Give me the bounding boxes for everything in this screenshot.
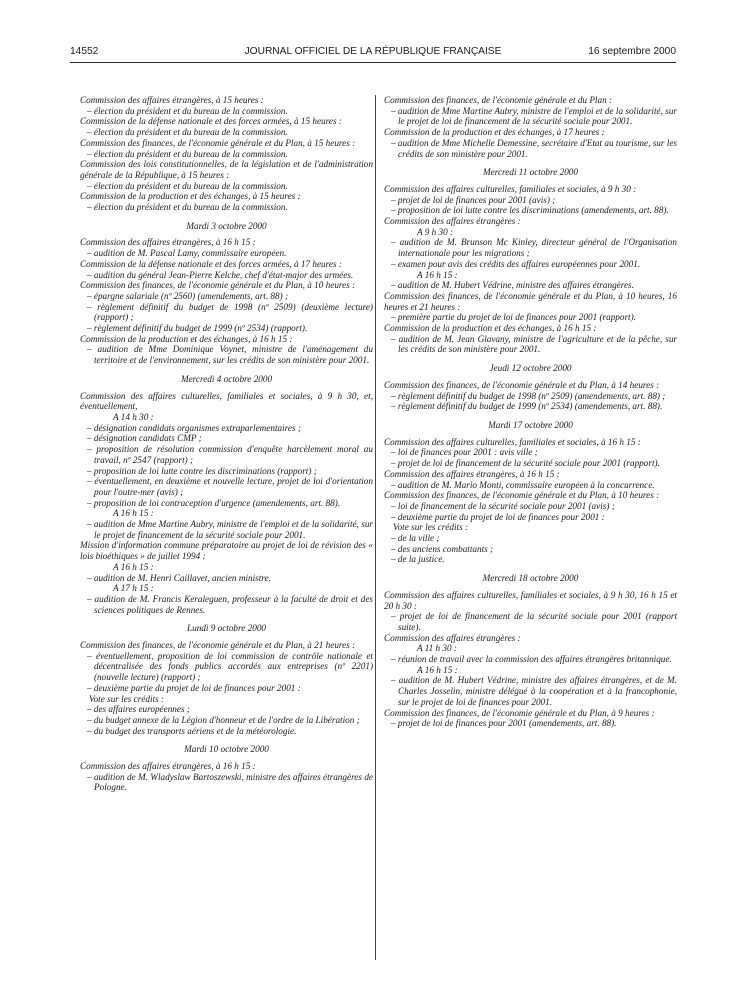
time-slot: A 11 h 30 : [417, 643, 457, 654]
page-header [70, 46, 676, 60]
committee-line: Commission des affaires étrangères, à 15 heures : [80, 95, 264, 105]
committee-line: Commission de la défense nationale et des forces armées, à 15 heures : [80, 116, 342, 127]
committee-line: Commission des affaires étrangères : [384, 216, 521, 227]
vote-label: Vote sur les crédits : [89, 693, 165, 704]
agenda-item: – élection du président et du bureau de la commission. [87, 202, 288, 213]
agenda-item: – audition de M. Brunson Mc Kinley, directeur général de l'Organisation internationale pour les migrations ; [391, 237, 677, 259]
agenda-item: – règlement définitif du budget de 1999 (nº 2534) (rapport). [87, 323, 308, 334]
right-column [384, 95, 677, 729]
agenda-item: – audition de Mme Dominique Voynet, ministre de l'aménagement du territoire et de l'environnement, sur les crédits de son ministère pour 2001. [87, 344, 373, 366]
committee-line: Commission des finances, de l'économie générale et du Plan, à 14 heures : [384, 379, 660, 390]
committee-line: Commission des affaires culturelles, familiales et sociales, à 9 h 30, et, éventuellement, [80, 390, 373, 412]
agenda-item: – réunion de travail avec la commission des affaires étrangères britannique. [391, 654, 672, 665]
date-heading: Lundi 9 octobre 2000 [186, 623, 267, 634]
agenda-item: – audition de M. Mario Monti, commissaire européen à la concurrence. [391, 479, 655, 490]
agenda-item: – audition de M. Hubert Védrine, ministre des affaires étrangères. [391, 280, 634, 291]
date-heading: Jeudi 12 octobre 2000 [489, 363, 572, 374]
page-number: 14552 [70, 46, 99, 57]
time-slot: A 9 h 30 : [417, 226, 454, 237]
committee-line: Commission de la défense nationale et des forces armées, à 17 heures : [80, 258, 342, 269]
agenda-item: – audition de M. Jean Glavany, ministre de l'agriculture et de la pêche, sur les crédits de son ministère pour 2001. [391, 333, 677, 355]
agenda-item: – du budget des transports aériens et de la météorologie. [87, 725, 297, 736]
committee-line: Commission des lois constitutionnelles, de la législation et de l'administration générale de la République, à 15 heures : [80, 159, 373, 180]
agenda-item: – audition de M. Henri Caillavet, ancien ministre. [87, 572, 271, 583]
agenda-item: – audition de Mme Martine Aubry, ministre de l'emploi et de la solidarité, sur le projet de financement de la sécurité sociale pour 2001. [87, 519, 373, 540]
agenda-item: – proposition de loi lutte contre les discriminations (rapport) ; [87, 465, 317, 476]
agenda-item: – audition de Mme Michelle Demessine, secrétaire d'Etat au tourisme, sur les crédits de son ministère pour 2001. [391, 137, 677, 159]
agenda-item: – règlement définitif du budget de 1999 (nº 2534) (amendements, art. 88). [391, 401, 663, 412]
agenda-item: – désignation candidats organismes extraparlementaires ; [87, 422, 301, 433]
agenda-item: – deuxième partie du projet de loi de finances pour 2001 : [87, 682, 301, 693]
date-heading: Mercredi 18 octobre 2000 [482, 573, 579, 584]
agenda-item: – désignation candidats CMP ; [87, 433, 202, 444]
agenda-item: – éventuellement, proposition de loi commission de contrôle nationale et décentralisée des fonds publics accordés aux entreprises (nº 2201) (nouvelle lecture) (rapport) ; [87, 650, 373, 683]
date-heading: Mercredi 11 octobre 2000 [483, 167, 578, 178]
left-column [80, 95, 373, 793]
agenda-item: – proposition de résolution commission d'enquête harcèlement moral au travail, nº 2547 (rapport) ; [87, 444, 373, 465]
committee-line: Commission des affaires culturelles, familiales et sociales, à 9 h 30, 16 h 15 et 20 h 30 : [384, 589, 677, 611]
agenda-item: – deuxième partie du projet de loi de finances pour 2001 : [391, 511, 605, 522]
agenda-item: – de la justice. [391, 554, 445, 565]
committee-line: Commission des affaires étrangères, à 16 h 15 : [384, 468, 560, 479]
agenda-item: – audition de M. Hubert Védrine, ministre des affaires étrangères, et de M. Charles Josselin, ministre délégué à la coopération et à la francophonie, sur le projet de loi de finances pour 2001. [391, 675, 677, 707]
committee-line: Commission des affaires culturelles, familiales et sociales, à 9 h 30 : [384, 183, 637, 194]
agenda-item: – élection du président et du bureau de la commission. [87, 148, 288, 159]
issue-date: 16 septembre 2000 [588, 46, 676, 57]
agenda-item: – des affaires européennes ; [87, 704, 190, 715]
agenda-item: – élection du président et du bureau de la commission. [87, 105, 288, 116]
agenda-item: – projet de loi de finances pour 2001 (avis) ; [391, 194, 556, 205]
agenda-item: – élection du président et du bureau de la commission. [87, 127, 288, 138]
agenda-item: – audition du général Jean-Pierre Kelche, chef d'état-major des armées. [87, 269, 354, 280]
committee-line: Commission de la production et des échanges, à 17 heures : [384, 127, 605, 138]
date-heading: Mardi 10 octobre 2000 [184, 744, 269, 755]
committee-line: Commission des affaires culturelles, familiales et sociales, à 16 h 15 : [384, 436, 641, 447]
time-slot: A 16 h 15 : [417, 269, 458, 280]
date-heading: Mardi 3 octobre 2000 [186, 220, 267, 231]
agenda-item: – projet de loi de financement de la sécurité sociale pour 2001 (rapport). [391, 458, 660, 469]
committee-line: Commission de la production et des échanges, à 16 h 15 : [80, 333, 293, 344]
agenda-item: – élection du président et du bureau de la commission. [87, 180, 288, 191]
time-slot: A 14 h 30 : [113, 411, 154, 422]
committee-line: Commission des finances, de l'économie générale et du Plan, à 10 heures : [80, 280, 356, 291]
committee-line: Commission de la production et des échanges, à 15 heures : [80, 191, 301, 202]
journal-title: JOURNAL OFFICIEL DE LA RÉPUBLIQUE FRANÇAISE [244, 46, 502, 57]
agenda-item: – proposition de loi contraception d'urgence (amendements, art. 88). [87, 497, 341, 508]
agenda-item: – proposition de loi lutte contre les discriminations (amendements, art. 88). [391, 205, 669, 216]
agenda-item: – règlement définitif du budget de 1998 (nº 2509) (deuxième lecture) (rapport) ; [87, 301, 373, 323]
agenda-item: – éventuellement, en deuxième et nouvelle lecture, projet de loi d'orientation pour l'outre-mer (avis) ; [87, 476, 373, 497]
agenda-item: – audition de Mme Martine Aubry, ministre de l'emploi et de la solidarité, sur le projet de loi de financement de la sécurité sociale pour 2001. [391, 105, 677, 127]
agenda-item: – examen pour avis des crédits des affaires européennes pour 2001. [391, 258, 641, 269]
agenda-item: – projet de loi de financement de la sécurité sociale pour 2001 (rapport suite). [391, 611, 677, 632]
time-slot: A 16 h 15 : [417, 664, 458, 675]
date-heading: Mercredi 4 octobre 2000 [180, 373, 273, 384]
committee-line: Commission des finances, de l'économie générale et du Plan, à 10 heures : [384, 490, 660, 501]
committee-line: Commission des finances, de l'économie générale et du Plan : [384, 95, 613, 105]
committee-line: Commission des finances, de l'économie générale et du Plan, à 10 heures, 16 heures et 21 heures : [384, 290, 677, 312]
agenda-item: – loi de financement de la sécurité sociale pour 2001 (avis) ; [391, 500, 615, 511]
date-heading: Mardi 17 octobre 2000 [488, 419, 573, 430]
committee-line: Mission d'information commune préparatoire au projet de loi de révision des « lois bioéthiques » de juillet 1994 : [80, 540, 373, 562]
agenda-item: – loi de finances pour 2001 : avis ville ; [391, 447, 538, 458]
time-slot: A 17 h 15 : [113, 583, 154, 594]
agenda-item: – de la ville ; [391, 533, 440, 544]
committee-line: Commission des affaires étrangères, à 16 h 15 : [80, 237, 256, 248]
time-slot: A 16 h 15 : [113, 561, 154, 572]
agenda-item: – audition de M. Francis Keraleguen, professeur à la faculté de droit et des sciences politiques de Rennes. [87, 593, 373, 615]
vote-label: Vote sur les crédits : [393, 522, 469, 533]
committee-line: Commission des affaires étrangères, à 16 h 15 : [80, 761, 256, 772]
time-slot: A 16 h 15 : [113, 508, 154, 519]
agenda-item: – audition de M. Pascal Lamy, commissaire européen. [87, 248, 287, 259]
header-rule [70, 62, 676, 63]
committee-line: Commission de la production et des échanges, à 16 h 15 : [384, 323, 597, 334]
agenda-item: – du budget annexe de la Légion d'honneur et de l'ordre de la Libération ; [87, 714, 360, 725]
agenda-item: – des anciens combattants ; [391, 543, 494, 554]
agenda-item: – audition de M. Wladyslaw Bartoszewski, ministre des affaires étrangères de Pologne. [87, 771, 373, 793]
committee-line: Commission des affaires étrangères : [384, 632, 521, 643]
agenda-item: – épargne salariale (nº 2560) (amendements, art. 88) ; [87, 290, 289, 301]
committee-line: Commission des finances, de l'économie générale et du Plan, à 21 heures : [80, 640, 356, 651]
agenda-item: – règlement définitif du budget de 1998 (nº 2509) (amendements, art. 88) ; [391, 390, 666, 401]
column-divider [375, 95, 376, 960]
agenda-item: – première partie du projet de loi de finances pour 2001 (rapport). [391, 312, 636, 323]
committee-line: Commission des finances, de l'économie générale et du Plan, à 15 heures : [80, 137, 356, 148]
committee-line: Commission des finances, de l'économie générale et du Plan, à 9 heures : [384, 707, 655, 718]
agenda-item: – projet de loi de finances pour 2001 (amendements, art. 88). [391, 718, 617, 729]
